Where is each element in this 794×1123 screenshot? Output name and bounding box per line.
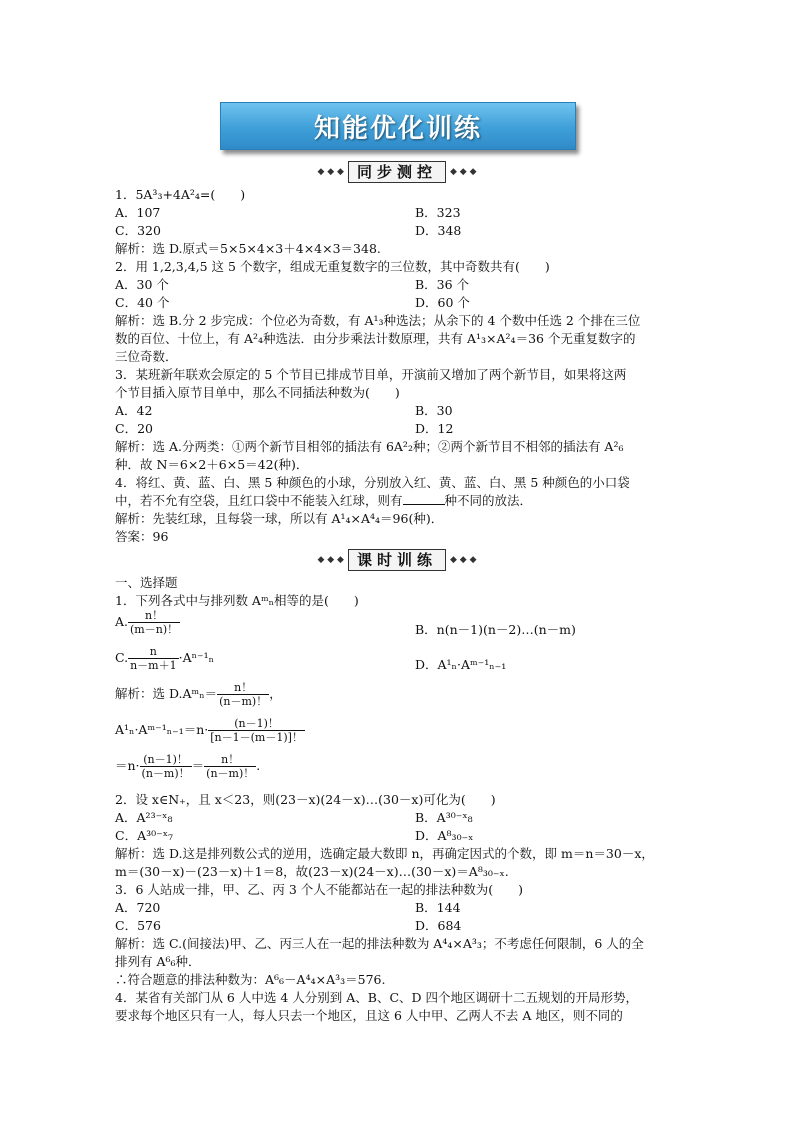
ex4-stem-line1: 4．某省有关部门从 6 人中选 4 人分别到 A、B、C、D 四个地区调研十二五规划的开局形势， <box>115 990 638 1005</box>
fraction-numerator: (n－1)！ <box>143 753 188 766</box>
ex1-solution-suffix: . <box>256 758 261 773</box>
q2-stem: 2．用 1,2,3,4,5 这 5 个数字，组成无重复数字的三位数，其中奇数共有( ) <box>115 259 550 274</box>
fraction-denominator: n－m＋1 <box>130 659 177 672</box>
q4-stem-line2 <box>115 492 532 510</box>
q1-option-d: D．348 <box>415 223 462 238</box>
ex1-option-a <box>115 609 180 636</box>
equals-sign: ＝ <box>191 758 205 773</box>
q2-option-d: D．60 个 <box>415 295 470 310</box>
ex3-option-a: A．720 <box>115 900 161 915</box>
fraction-numerator: n <box>149 645 157 658</box>
section-title-lesson: 课时训练 <box>348 549 446 571</box>
fraction-denominator: (n－m)！ <box>206 767 255 780</box>
fraction-denominator: (m－n)！ <box>130 623 179 636</box>
q2-option-c: C．40 个 <box>115 295 170 310</box>
q3-stem-line2: 个节目插入原节目单中，那么不同插法种数为( ) <box>115 385 400 400</box>
q2-option-a: A．30 个 <box>115 277 169 292</box>
section-header-sync <box>300 161 494 183</box>
q3-option-d: D．12 <box>415 421 454 436</box>
ex2-option-c: C．A³⁰⁻ˣ₇ <box>115 828 174 843</box>
q4-stem-tail: 种不同的放法． <box>444 493 533 508</box>
ex3-option-c: C．576 <box>115 918 161 933</box>
fraction-denominator: [n－1－(m－1)]！ <box>210 731 303 744</box>
section-dots-right: ◆ ◆ ◆ <box>450 555 477 565</box>
fraction <box>140 753 192 780</box>
section-dots-right: ◆ ◆ ◆ <box>450 167 477 177</box>
q1-solution: 解析：选 D.原式＝5×5×4×3＋4×4×3＝348. <box>115 241 381 256</box>
fraction-numerator: n！ <box>234 681 253 694</box>
fraction-numerator: n！ <box>221 753 240 766</box>
ex1-solution-line2 <box>115 717 305 744</box>
answer-blank <box>403 492 445 505</box>
section-header-lesson <box>300 549 494 571</box>
ex3-stem: 3．6 人站成一排，甲、乙、丙 3 个人不能都站在一起的排法种数为( ) <box>115 882 524 897</box>
fraction-numerator: (n－1)！ <box>234 717 279 730</box>
ex1-solution-suffix: ， <box>269 686 282 701</box>
fraction <box>217 681 269 708</box>
title-banner <box>220 102 576 150</box>
ex1-option-d: D．A¹ₙ·Aᵐ⁻¹ₙ₋₁ <box>415 657 507 672</box>
ex1-solution-prefix: ＝n· <box>115 758 140 773</box>
q2-option-b: B．36 个 <box>415 277 470 292</box>
ex2-stem: 2．设 x∈N₊，且 x＜23，则(23－x)(24－x)…(30－x)可化为( ) <box>115 792 496 807</box>
q1-option-a: A．107 <box>115 205 161 220</box>
q4-solution: 解析：先装红球，且每袋一球，所以有 A¹₄×A⁴₄＝96(种)． <box>115 511 444 526</box>
ex1-solution-line1 <box>115 681 282 708</box>
fraction-numerator: n！ <box>145 609 164 622</box>
ex4-stem-line2: 要求每个地区只有一人，每人只去一个地区，且这 6 人中甲、乙两人不去 A 地区，则不同的 <box>115 1008 623 1023</box>
ex2-option-a: A．A²³⁻ˣ₈ <box>115 810 173 825</box>
ex1-option-b: B．n(n－1)(n－2)…(n－m) <box>415 622 576 637</box>
q2-solution-line1: 解析：选 B.分 2 步完成：个位必为奇数，有 A¹₃种选法；从余下的 4 个数中任选 2 个排在三位 <box>115 313 641 328</box>
ex2-solution-line1: 解析：选 D.这是排列数公式的逆用，选确定最大数即 n，再确定因式的个数，即 m＝n＝30－x， <box>115 846 654 861</box>
section-dots-left: ◆ ◆ ◆ <box>317 555 344 565</box>
fraction <box>204 753 256 780</box>
q3-option-c: C．20 <box>115 421 153 436</box>
ex1-solution-line3 <box>115 753 260 780</box>
section-dots-left: ◆ ◆ ◆ <box>317 167 344 177</box>
ex3-option-b: B．144 <box>415 900 461 915</box>
fraction-denominator: (n－m)！ <box>141 767 190 780</box>
q2-solution-line2: 数的百位、十位上，有 A²₄种选法．由分步乘法计数原理，共有 A¹₃×A²₄＝36 个无重复数字的 <box>115 331 636 346</box>
q4-stem-text: 中，若不允有空袋，且红口袋中不能装入红球，则有 <box>115 493 403 508</box>
ex3-solution-line3: ∴符合题意的排法种数为：A⁶₆－A⁴₄×A³₃＝576. <box>115 972 386 987</box>
ex1-option-c <box>115 645 214 672</box>
ex1-option-c-tail: ·Aⁿ⁻¹ₙ <box>178 650 215 665</box>
fraction-denominator: (n－m)！ <box>219 695 268 708</box>
fraction <box>128 645 179 672</box>
ex1-option-c-label: C. <box>115 650 129 665</box>
ex3-solution-line2: 排列有 A⁶₆种． <box>115 954 201 969</box>
q3-solution-line1: 解析：选 A.分两类：①两个新节目相邻的插法有 6A²₂种；②两个新节目不相邻的插法有 A²₆ <box>115 439 624 454</box>
q3-stem-line1: 3．某班新年联欢会原定的 5 个节目已排成节目单，开演前又增加了两个新节目，如果将这两 <box>115 367 627 382</box>
ex3-solution-line1: 解析：选 C.(间接法)甲、乙、丙三人在一起的排法种数为 A⁴₄×A³₃；不考虑任何限制，6 人的全 <box>115 936 644 951</box>
ex1-solution-prefix: A¹ₙ·Aᵐ⁻¹ₙ₋₁＝n· <box>115 722 209 737</box>
ex2-solution-line2: m＝(30－x)－(23－x)＋1＝8，故(23－x)(24－x)…(30－x)＝A⁸₃₀₋ₓ. <box>115 864 509 879</box>
fraction <box>208 717 305 744</box>
banner-title: 知能优化训练 <box>313 113 482 144</box>
ex2-option-b: B．A³⁰⁻ˣ₈ <box>415 810 473 825</box>
fraction <box>128 609 180 636</box>
q1-option-c: C．320 <box>115 223 161 238</box>
q3-solution-line2: 种．故 N＝6×2＋6×5＝42(种)． <box>115 457 309 472</box>
q3-option-a: A．42 <box>115 403 153 418</box>
ex1-stem: 1．下列各式中与排列数 Aᵐₙ相等的是( ) <box>115 593 359 608</box>
q4-answer: 答案：96 <box>115 529 169 544</box>
ex3-option-d: D．684 <box>415 918 462 933</box>
ex1-option-a-label: A. <box>115 614 129 629</box>
ex2-option-d: D．A⁸₃₀₋ₓ <box>415 828 474 843</box>
section-title-sync: 同步测控 <box>348 161 446 183</box>
q4-stem-line1: 4．将红、黄、蓝、白、黑 5 种颜色的小球，分别放入红、黄、蓝、白、黑 5 种颜色的小口袋 <box>115 475 630 490</box>
q3-option-b: B．30 <box>415 403 453 418</box>
part-heading: 一、选择题 <box>115 575 178 590</box>
ex1-solution-prefix: 解析：选 D.Aᵐₙ＝ <box>115 686 218 701</box>
q1-option-b: B．323 <box>415 205 461 220</box>
q2-solution-line3: 三位奇数． <box>115 349 178 364</box>
q1-stem: 1．5A³₃+4A²₄=( ) <box>115 187 246 202</box>
